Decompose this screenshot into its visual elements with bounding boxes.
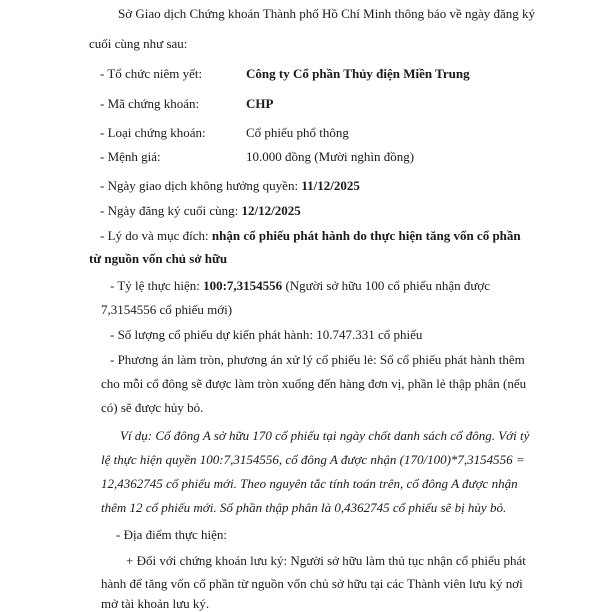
org-value: Công ty Cổ phần Thủy điện Miền Trung [246,66,470,81]
location-line-3: mở tài khoản lưu ký. [101,596,210,611]
exright-row [100,178,360,194]
code-label: - Mã chứng khoán: [100,96,200,111]
purpose-value-2: từ nguồn vốn chủ sở hữu [89,251,228,266]
par-label: - Mệnh giá: [100,149,161,164]
org-label: - Tổ chức niêm yết: [100,66,203,81]
exright-label: - Ngày giao dịch không hưởng quyền: [100,178,299,193]
ratio-value: 100:7,3154556 [203,278,283,293]
ratio-note-2: 7,3154556 cổ phiếu mới) [101,302,233,317]
ratio-label: - Tỷ lệ thực hiện: [110,278,200,293]
quantity-label: - Số lượng cổ phiếu dự kiến phát hành: [110,327,313,342]
record-label: - Ngày đăng ký cuối cùng: [100,203,239,218]
purpose-label: - Lý do và mục đích: [100,228,209,243]
code-value: CHP [246,96,274,111]
location-label: - Địa điểm thực hiện: [116,527,228,542]
example-line-2: lệ thực hiện quyền 100:7,3154556, cổ đông A được nhận (170/100)*7,3154556 = [101,452,525,467]
record-value: 12/12/2025 [241,203,301,218]
quantity-value: 10.747.331 cổ phiếu [316,327,423,342]
par-value: 10.000 đồng (Mười nghìn đồng) [246,149,415,164]
example-line-4: thêm 12 cổ phiếu mới. Số phần thập phân là 0,4362745 cổ phiếu sẽ bị hủy bỏ. [101,500,507,515]
location-line-1: + Đối với chứng khoán lưu ký: Người sở hữu làm thủ tục nhận cổ phiếu phát [126,553,526,568]
rounding-line-1: - Phương án làm tròn, phương án xử lý cổ phiếu lẻ: Số cổ phiếu phát hành thêm [110,352,525,367]
ratio-note-1: (Người sở hữu 100 cổ phiếu nhận được [285,278,491,293]
purpose-value-1: nhận cổ phiếu phát hành do thực hiện tăng vốn cổ phần [211,228,521,243]
intro-line-1: Sở Giao dịch Chứng khoán Thành phố Hồ Chí Minh thông báo về ngày đăng ký [118,6,536,21]
intro-line-2: cuối cùng như sau: [89,36,188,51]
purpose-row [100,228,521,244]
type-label: - Loại chứng khoán: [100,125,206,140]
example-line-3: 12,4362745 cổ phiếu mới. Theo nguyên tắc tính toán trên, cổ đông A được nhận [101,476,518,491]
type-value: Cổ phiếu phổ thông [246,125,349,140]
ratio-row [110,278,490,294]
rounding-line-3: có) sẽ được hủy bỏ. [101,400,204,415]
exright-value: 11/12/2025 [301,178,360,193]
location-line-2: hành để tăng vốn cổ phần từ nguồn vốn chủ sở hữu tại các Thành viên lưu ký nơi [101,576,523,591]
example-line-1: Ví dụ: Cổ đông A sở hữu 170 cổ phiếu tại ngày chốt danh sách cổ đông. Với tỷ [120,428,530,443]
record-row [100,203,301,219]
rounding-line-2: cho mỗi cổ đông sẽ được làm tròn xuống đến hàng đơn vị, phần lẻ thập phân (nếu [101,376,527,391]
quantity-row [110,327,422,343]
